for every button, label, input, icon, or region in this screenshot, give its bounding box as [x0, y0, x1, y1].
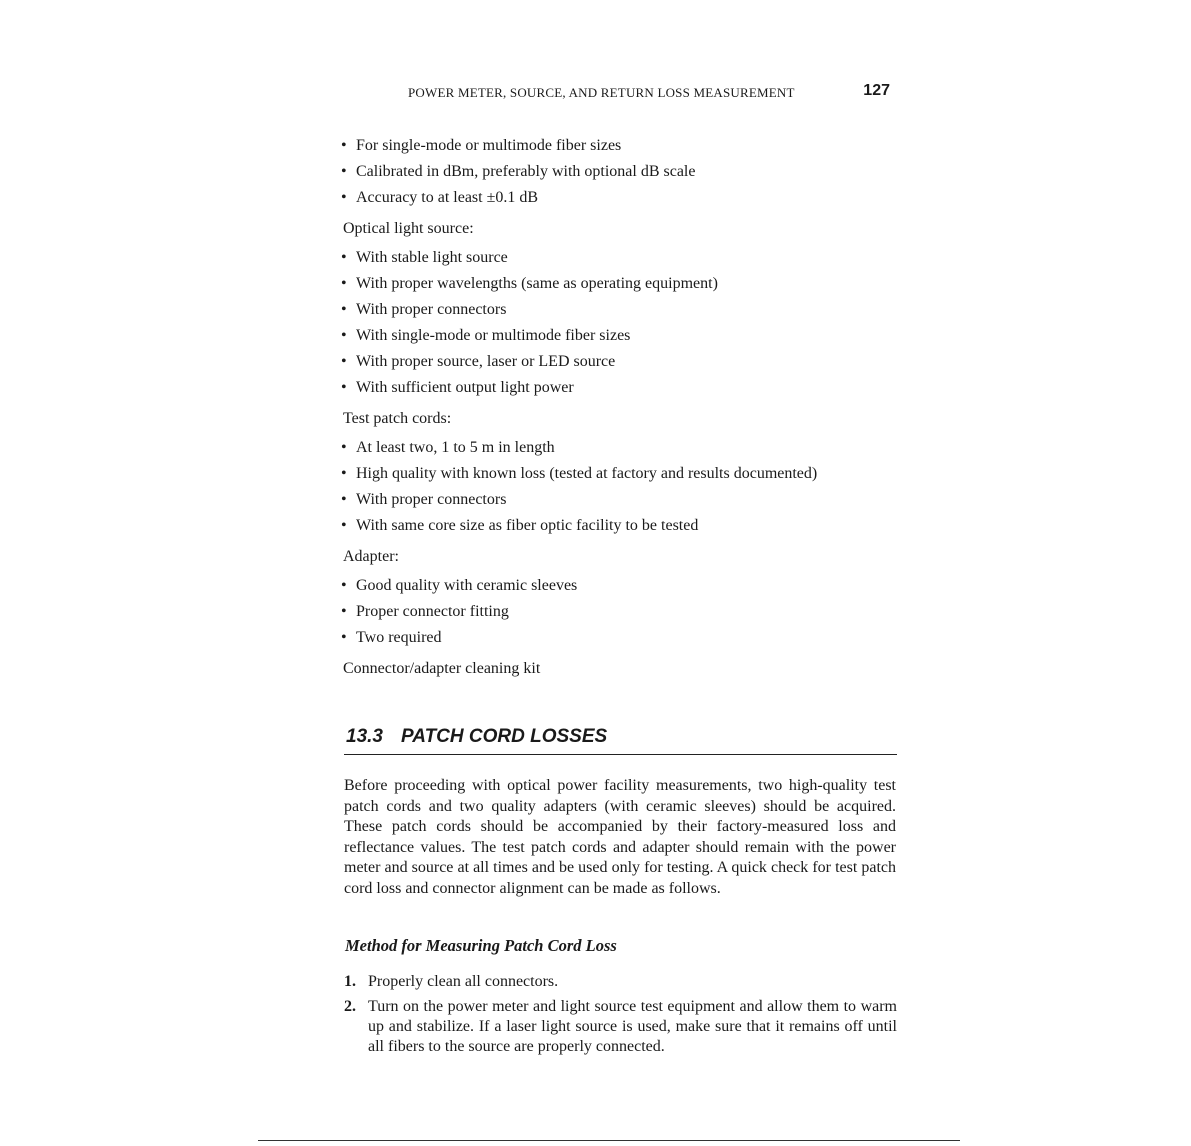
bullet-icon: • [341, 327, 347, 344]
step-text: Properly clean all connectors. [368, 973, 559, 990]
page-number: 127 [863, 82, 890, 99]
bullet-icon: • [341, 189, 347, 206]
list-item: • With same core size as fiber optic facility to be tested [341, 513, 897, 539]
requirements-list [341, 133, 897, 685]
list-item: • For single-mode or multimode fiber sizes [341, 133, 897, 159]
section-heading [344, 724, 897, 755]
list-item: • Two required [341, 625, 897, 651]
bullet-icon: • [341, 439, 347, 456]
method-title: Method for Measuring Patch Cord Loss [345, 936, 617, 955]
adapter-label: Adapter: [343, 548, 399, 565]
section-number: 13.3 [346, 726, 383, 747]
section-title: PATCH CORD LOSSES [401, 726, 608, 747]
bullet-icon: • [341, 577, 347, 594]
method-steps [344, 972, 897, 1062]
bullet-icon: • [341, 629, 347, 646]
light-source-label: Optical light source: [343, 220, 474, 237]
list-item: • Calibrated in dBm, preferably with optional dB scale [341, 159, 897, 185]
footer-rule [258, 1140, 960, 1141]
list-item: • With sufficient output light power [341, 375, 897, 401]
step-number: 2. [344, 998, 356, 1015]
list-item: • With proper source, laser or LED source [341, 349, 897, 375]
bullet-icon: • [341, 491, 347, 508]
bullet-icon: • [341, 465, 347, 482]
bullet-icon: • [341, 137, 347, 154]
bullet-icon: • [341, 163, 347, 180]
running-head-title: POWER METER, SOURCE, AND RETURN LOSS MEASUREMENT [408, 85, 795, 100]
list-item: • With proper connectors [341, 487, 897, 513]
list-item: • With stable light source [341, 245, 897, 271]
list-item: • With proper wavelengths (same as operating equipment) [341, 271, 897, 297]
cleaning-kit-label: Connector/adapter cleaning kit [343, 660, 541, 677]
list-item: • Good quality with ceramic sleeves [341, 573, 897, 599]
bullet-icon: • [341, 275, 347, 292]
list-item: • At least two, 1 to 5 m in length [341, 435, 897, 461]
bullet-icon: • [341, 379, 347, 396]
section-paragraph: Before proceeding with optical power facility measurements, two high-quality test patch cords and two quality adapters (with ceramic sleeves) should be acquired. These patch cords should be accompanied by their factory-measured loss and reflectance values. The test patch cords and adapter should remain with the power meter and source at all times and be used only for testing. A quick check for test patch cord loss and connector alignment can be made as follows. [344, 777, 896, 897]
step-number: 1. [344, 973, 356, 990]
list-item: • Accuracy to at least ±0.1 dB [341, 185, 897, 211]
list-item: • Proper connector fitting [341, 599, 897, 625]
list-item: • With single-mode or multimode fiber sizes [341, 323, 897, 349]
list-item [344, 972, 897, 992]
bullet-icon: • [341, 517, 347, 534]
list-item [344, 997, 897, 1057]
bullet-icon: • [341, 249, 347, 266]
bullet-icon: • [341, 603, 347, 620]
power-meter-bullets [341, 133, 897, 211]
bullet-icon: • [341, 301, 347, 318]
list-item: • High quality with known loss (tested at factory and results documented) [341, 461, 897, 487]
adapter-bullets [341, 573, 897, 651]
patch-cords-bullets [341, 435, 897, 539]
light-source-bullets [341, 245, 897, 401]
list-item: • With proper connectors [341, 297, 897, 323]
bullet-icon: • [341, 353, 347, 370]
step-text: Turn on the power meter and light source test equipment and allow them to warm up and stabilize. If a laser light source is used, make sure that it remains off until all fibers to the source are properly connected. [368, 998, 897, 1055]
patch-cords-label: Test patch cords: [343, 410, 452, 427]
running-head [408, 84, 890, 106]
